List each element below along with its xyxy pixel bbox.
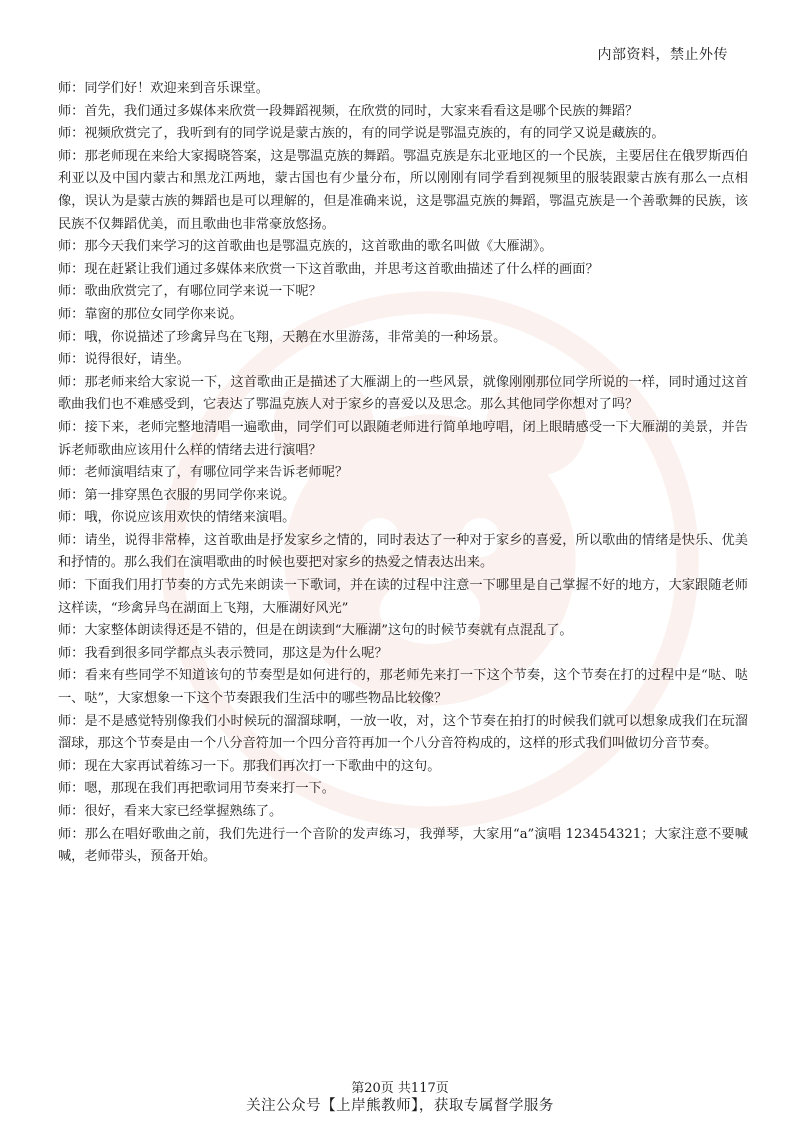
paragraph: 师：那么在唱好歌曲之前，我们先进行一个音阶的发声练习，我弹琴，大家用“a”演唱 123454321；大家注意不要喊喊，老师带头，预备开始。 [58,826,748,865]
page-number: 第20页 共117页 [351,1081,449,1096]
paragraph: 师：同学们好！欢迎来到音乐课堂。 [58,81,269,96]
confidential-note: 内部资料，禁止外传 [597,47,728,63]
paragraph: 师：靠窗的那位女同学你来说。 [58,306,243,322]
paragraph: 师：歌曲欣赏完了，有哪位同学来说一下呢？ [58,284,322,300]
paragraph: 师：哦，你说应该用欢快的情绪来演唱。 [58,510,296,526]
paragraph: 师：嗯，那现在我们再把歌词用节奏来打一下。 [58,781,335,797]
paragraph: 师：视频欣赏完了，我听到有的同学说是蒙古族的，有的同学说是鄂温克族的，有的同学又说是藏族的。 [58,126,665,142]
paragraph: 师：现在赶紧让我们通过多媒体来欣赏一下这首歌曲，并思考这首歌曲描述了什么样的画面？ [58,261,599,277]
paragraph: 师：第一排穿黑色衣服的男同学你来说。 [58,487,296,503]
paragraph: 师：那老师来给大家说一下，这首歌曲正是描述了大雁湖上的一些风景，就像刚刚那位同学所说的一样，同时通过这首歌曲我们也不难感受到，它表达了鄂温克族人对于家乡的喜爱以及思念。那么其他同学你想对了吗？ [58,374,748,413]
paragraph: 师：请坐，说得非常棒，这首歌曲是抒发家乡之情的，同时表达了一种对于家乡的喜爱，所以歌曲的情绪是快乐、优美和抒情的。那么我们在演唱歌曲的时候也要把对家乡的热爱之情表达出来。 [58,532,748,571]
footer-promo: 关注公众号【上岸熊教师】，获取专属督学服务 [246,1098,554,1114]
paragraph: 师：我看到很多同学都点头表示赞同，那这是为什么呢？ [58,645,388,661]
paragraph: 师：首先，我们通过多媒体来欣赏一段舞蹈视频，在欣赏的同时，大家来看看这是哪个民族的舞蹈？ [58,103,639,119]
paragraph: 师：是不是感觉特别像我们小时候玩的溜溜球啊，一放一收，对，这个节奏在拍打的时候我们就可以想象成我们在玩溜溜球，那这个节奏是由一个八分音符加一个四分音符再加一个八分音符构成的，这样的形式我们叫做切分音节奏。 [58,713,748,752]
paragraph: 师：很好，看来大家已经掌握熟练了。 [58,804,283,819]
paragraph: 师：大家整体朗读得还是不错的，但是在朗读到“大雁湖”这句的时候节奏就有点混乱了。 [58,623,573,639]
paragraph: 师：接下来，老师完整地清唱一遍歌曲，同学们可以跟随老师进行简单地哼唱，闭上眼睛感受一下大雁湖的美景，并告诉老师歌曲应该用什么样的情绪去进行演唱？ [58,419,748,458]
paragraph: 师：现在大家再试着练习一下。那我们再次打一下歌曲中的这句。 [58,758,441,774]
paragraph: 师：哦，你说描述了珍禽异鸟在飞翔，天鹅在水里游荡，非常美的一种场景。 [58,329,507,345]
lesson-transcript [58,78,748,869]
paragraph: 师：那老师现在来给大家揭晓答案，这是鄂温克族的舞蹈。鄂温克族是东北亚地区的一个民族，主要居住在俄罗斯西伯利亚以及中国内蒙古和黑龙江两地，蒙古国也有少量分布，所以刚刚有同学看到视频里的服装跟蒙古族有那么一点相像，误认为是蒙古族的舞蹈也是可以理解的，但是准确来说，这是鄂温克族的舞蹈，鄂温克族是一个善歌舞的民族，该民族不仅舞蹈优美，而且歌曲也非常豪放悠扬。 [58,148,748,232]
paragraph: 师：那今天我们来学习的这首歌曲也是鄂温克族的，这首歌曲的歌名叫做《大雁湖》。 [58,239,553,255]
paragraph: 师：老师演唱结束了，有哪位同学来告诉老师呢？ [58,465,349,481]
paragraph: 师：看来有些同学不知道该句的节奏型是如何进行的，那老师先来打一下这个节奏，这个节奏在打的过程中是“哒、哒一、哒”，大家想象一下这个节奏跟我们生活中的哪些物品比较像？ [58,668,748,707]
paragraph: 师：下面我们用打节奏的方式先来朗读一下歌词，并在读的过程中注意一下哪里是自己掌握不好的地方，大家跟随老师这样读，“珍禽异鸟在湖面上飞翔，大雁湖好风光” [58,578,748,616]
paragraph: 师：说得很好，请坐。 [58,352,190,368]
